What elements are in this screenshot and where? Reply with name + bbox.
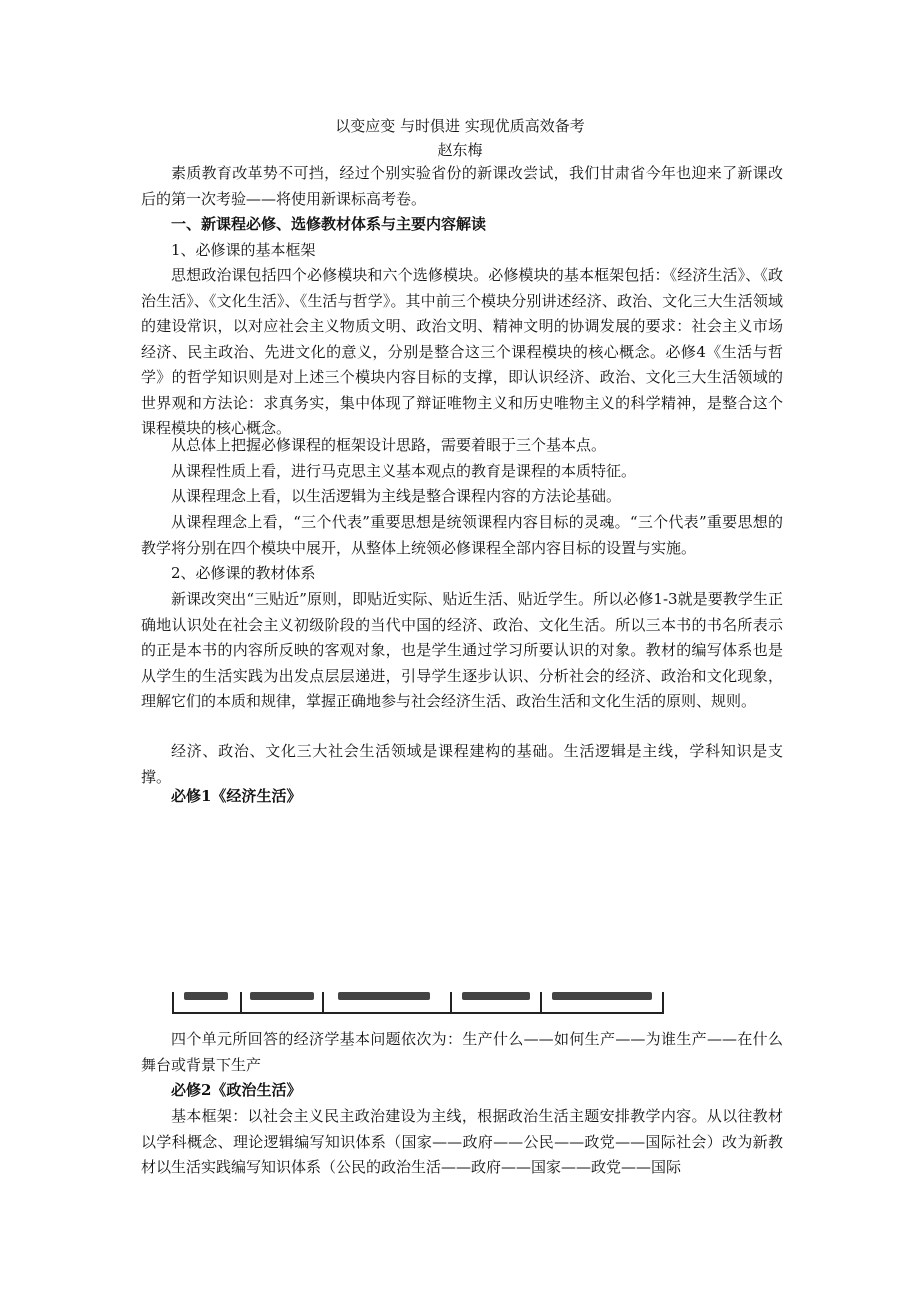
cropped-cell-text [250, 992, 314, 1000]
cropped-cell-text [552, 992, 652, 1000]
paragraph-course-nature: 从课程性质上看，进行马克思主义基本观点的教育是课程的本质特征。 [171, 462, 637, 480]
heading-political-life: 必修2《政治生活》 [171, 1081, 302, 1099]
paragraph-life-logic: 经济、政治、文化三大社会生活领域是课程建构的基础。生活逻辑是主线，学科知识是支撑。 [141, 742, 783, 786]
diagram-table-fragment [170, 992, 666, 1016]
paragraph-four-units: 四个单元所回答的经济学基本问题依次为：生产什么——如何生产——为谁生产——在什么舞台或背景下生产 [141, 1030, 783, 1074]
table-divider [540, 992, 542, 1014]
table-divider [450, 992, 452, 1014]
document-author: 赵东梅 [437, 141, 483, 159]
paragraph-textbook-system: 新课改突出“三贴近”原则，即贴近实际、贴近生活、贴近学生。所以必修1-3就是要教学生正确地认识处在社会主义初级阶段的当代中国的经济、政治、文化生活。所以三本书的书名所表示的正是本书的内容所反映的客观对象，也是学生通过学习所要认识的对象。教材的编写体系也是从学生的生活实践为出发点层层递进，引导学生逐步认识、分析社会的经济、政治和文化现象，理解它们的本质和规律，掌握正确地参与社会经济生活、政治生活和文化生活的原则、规则。 [141, 590, 783, 710]
subsection-heading-1: 1、必修课的基本框架 [171, 241, 316, 259]
paragraph-course-concept-1: 从课程理念上看，以生活逻辑为主线是整合课程内容的方法论基础。 [171, 487, 622, 505]
table-divider [240, 992, 242, 1014]
economic-life-diagram [170, 808, 670, 1016]
section-heading-1: 一、新课程必修、选修教材体系与主要内容解读 [171, 215, 487, 233]
paragraph-intro: 素质教育改革势不可挡，经过个别实验省份的新课改尝试，我们甘肃省今年也迎来了新课改后的第一次考验——将使用新课标高考卷。 [141, 164, 783, 208]
subsection-heading-2: 2、必修课的教材体系 [171, 564, 316, 582]
document-title: 以变应变 与时俱进 实现优质高效备考 [335, 117, 585, 135]
paragraph-framework: 思想政治课包括四个必修模块和六个选修模块。必修模块的基本框架包括：《经济生活》、《政治生活》、《文化生活》、《生活与哲学》。其中前三个模块分别讲述经济、政治、文化三大生活领域的建设常识，以对应社会主义物质文明、政治文明、精神文明的协调发展的要求：社会主义市场经济、民主政治、先进文化的意义，分别是整合这三个课程模块的核心概念。必修4《生活与哲学》的哲学知识则是对上述三个模块内容目标的支撑，即认识经济、政治、文化三大生活领域的世界观和方法论：求真务实，集中体现了辩证唯物主义和历史唯物主义的科学精神，是整合这个课程模块的核心概念。 [141, 266, 783, 437]
cropped-cell-text [338, 992, 430, 1000]
paragraph-political-framework: 基本框架：以社会主义民主政治建设为主线，根据政治生活主题安排教学内容。从以往教材以学科概念、理论逻辑编写知识体系（国家——政府——公民——政党——国际社会）改为新教材以生活实践编写知识体系（公民的政治生活——政府——国家——政党——国际 [141, 1107, 783, 1176]
paragraph-course-concept-2: 从课程理念上看，“三个代表”重要思想是统领课程内容目标的灵魂。“三个代表”重要思想的教学将分别在四个模块中展开，从整体上统领必修课程全部内容目标的设置与实施。 [141, 513, 783, 557]
cropped-cell-text [462, 992, 530, 1000]
table-divider [322, 992, 324, 1014]
heading-economic-life: 必修1《经济生活》 [171, 787, 302, 805]
cropped-cell-text [184, 992, 228, 1000]
paragraph-three-points: 从总体上把握必修课程的框架设计思路，需要着眼于三个基本点。 [171, 436, 607, 454]
